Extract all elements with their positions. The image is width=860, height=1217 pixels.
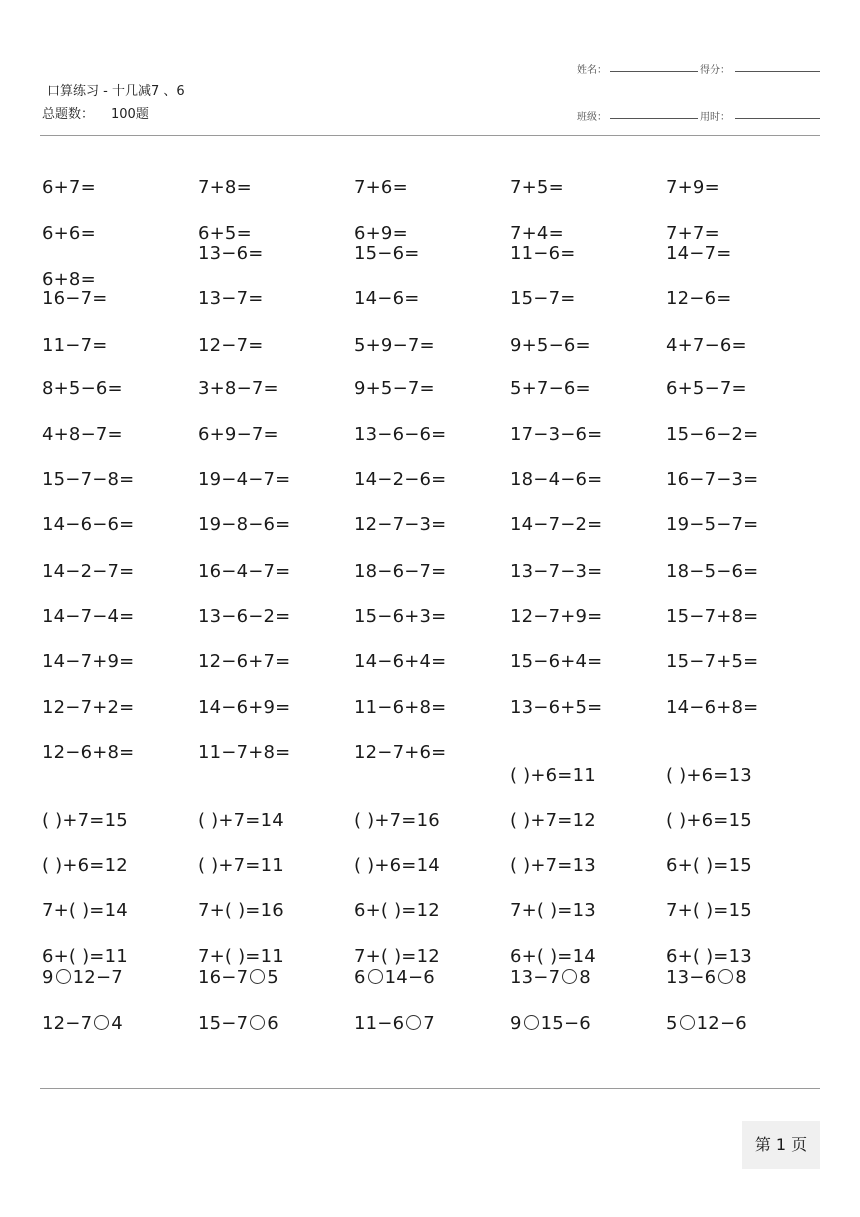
- compare-left: 6: [354, 967, 366, 988]
- problem-r7-c0: 4+8−7=: [42, 424, 123, 445]
- problem-r10-c1: 16−4−7=: [198, 561, 291, 582]
- compare-circle-icon[interactable]: [250, 1015, 265, 1030]
- problem-r1-c3: 7+4=: [510, 223, 564, 244]
- compare-left: 13−6: [666, 967, 717, 988]
- compare-circle-icon[interactable]: [406, 1015, 421, 1030]
- compare-problem-r1-c3: [510, 1013, 591, 1035]
- problem-r12-c2: 14−6+4=: [354, 651, 447, 672]
- problem-r13-c1: 14−6+9=: [198, 697, 291, 718]
- problem-r4-c2: 14−6=: [354, 288, 420, 309]
- worksheet-title: 口算练习 - 十几减7 、6: [47, 84, 185, 99]
- problem-r6-c2: 9+5−7=: [354, 378, 435, 399]
- problem-r16-c0: ( )+7=15: [42, 810, 128, 831]
- time-field[interactable]: [735, 118, 820, 119]
- problem-r15-c3: ( )+6=11: [510, 765, 596, 786]
- score-label: 得分：: [700, 65, 730, 76]
- problem-r7-c4: 15−6−2=: [666, 424, 759, 445]
- problem-r10-c2: 18−6−7=: [354, 561, 447, 582]
- compare-problem-r1-c2: [354, 1013, 435, 1035]
- problem-r19-c2: 7+( )=12: [354, 946, 440, 967]
- problem-r7-c3: 17−3−6=: [510, 424, 603, 445]
- problem-r16-c4: ( )+6=15: [666, 810, 752, 831]
- problem-r14-c1: 11−7+8=: [198, 742, 291, 763]
- problem-r16-c1: ( )+7=14: [198, 810, 284, 831]
- problem-r10-c4: 18−5−6=: [666, 561, 759, 582]
- problem-r3-c0: 6+8=: [42, 269, 96, 290]
- compare-right: 14−6: [384, 967, 435, 988]
- compare-problem-r1-c1: [198, 1013, 279, 1035]
- compare-circle-icon[interactable]: [368, 969, 383, 984]
- problem-r4-c1: 13−7=: [198, 288, 264, 309]
- problem-r12-c0: 14−7+9=: [42, 651, 135, 672]
- compare-circle-icon[interactable]: [718, 969, 733, 984]
- compare-circle-icon[interactable]: [56, 969, 71, 984]
- problem-r18-c0: 7+( )=14: [42, 900, 128, 921]
- problem-r6-c3: 5+7−6=: [510, 378, 591, 399]
- problem-r5-c1: 12−7=: [198, 335, 264, 356]
- problem-r16-c3: ( )+7=12: [510, 810, 596, 831]
- problem-r18-c2: 6+( )=12: [354, 900, 440, 921]
- compare-left: 15−7: [198, 1013, 249, 1034]
- problem-r0-c3: 7+5=: [510, 177, 564, 198]
- problem-r10-c3: 13−7−3=: [510, 561, 603, 582]
- problem-r6-c1: 3+8−7=: [198, 378, 279, 399]
- problem-r14-c0: 12−6+8=: [42, 742, 135, 763]
- name-field[interactable]: [610, 71, 698, 72]
- problem-r8-c2: 14−2−6=: [354, 469, 447, 490]
- problem-r1-c2: 6+9=: [354, 223, 408, 244]
- problem-r17-c2: ( )+6=14: [354, 855, 440, 876]
- compare-circle-icon[interactable]: [94, 1015, 109, 1030]
- footer-divider: [40, 1088, 820, 1089]
- compare-problem-r0-c0: [42, 967, 123, 989]
- total-value: 100题: [111, 107, 149, 122]
- problem-r4-c4: 12−6=: [666, 288, 732, 309]
- compare-right: 12−6: [696, 1013, 747, 1034]
- problem-r4-c3: 15−7=: [510, 288, 576, 309]
- compare-right: 8: [735, 967, 747, 988]
- compare-circle-icon[interactable]: [680, 1015, 695, 1030]
- problem-r1-c1: 6+5=: [198, 223, 252, 244]
- compare-circle-icon[interactable]: [562, 969, 577, 984]
- problem-r8-c0: 15−7−8=: [42, 469, 135, 490]
- name-label: 姓名：: [577, 65, 607, 76]
- compare-problem-r1-c4: [666, 1013, 747, 1035]
- problem-r2-c1: 13−6=: [198, 243, 264, 264]
- problem-r13-c3: 13−6+5=: [510, 697, 603, 718]
- compare-problem-r0-c4: [666, 967, 747, 989]
- problem-r1-c4: 7+7=: [666, 223, 720, 244]
- compare-right: 5: [267, 967, 279, 988]
- problem-r1-c0: 6+6=: [42, 223, 96, 244]
- compare-left: 12−7: [42, 1013, 93, 1034]
- problem-r6-c0: 8+5−6=: [42, 378, 123, 399]
- compare-right: 7: [423, 1013, 435, 1034]
- compare-right: 15−6: [540, 1013, 591, 1034]
- problem-r5-c0: 11−7=: [42, 335, 108, 356]
- problem-r19-c0: 6+( )=11: [42, 946, 128, 967]
- problem-r8-c1: 19−4−7=: [198, 469, 291, 490]
- problem-r18-c4: 7+( )=15: [666, 900, 752, 921]
- compare-right: 8: [579, 967, 591, 988]
- compare-right: 6: [267, 1013, 279, 1034]
- compare-left: 9: [42, 967, 54, 988]
- problem-r12-c3: 15−6+4=: [510, 651, 603, 672]
- problem-r14-c2: 12−7+6=: [354, 742, 447, 763]
- compare-left: 5: [666, 1013, 678, 1034]
- problem-r12-c1: 12−6+7=: [198, 651, 291, 672]
- problem-r16-c2: ( )+7=16: [354, 810, 440, 831]
- page-number: 第 1 页: [742, 1121, 820, 1169]
- problem-r19-c4: 6+( )=13: [666, 946, 752, 967]
- compare-right: 4: [111, 1013, 123, 1034]
- problem-r4-c0: 16−7=: [42, 288, 108, 309]
- problem-r18-c1: 7+( )=16: [198, 900, 284, 921]
- problem-r11-c2: 15−6+3=: [354, 606, 447, 627]
- problem-r2-c4: 14−7=: [666, 243, 732, 264]
- problem-r12-c4: 15−7+5=: [666, 651, 759, 672]
- problem-r17-c0: ( )+6=12: [42, 855, 128, 876]
- time-label: 用时：: [700, 112, 730, 123]
- score-field[interactable]: [735, 71, 820, 72]
- problem-r0-c2: 7+6=: [354, 177, 408, 198]
- problem-r8-c3: 18−4−6=: [510, 469, 603, 490]
- compare-problem-r0-c3: [510, 967, 591, 989]
- problem-r0-c1: 7+8=: [198, 177, 252, 198]
- problem-r13-c4: 14−6+8=: [666, 697, 759, 718]
- problem-r9-c4: 19−5−7=: [666, 514, 759, 535]
- problem-r5-c2: 5+9−7=: [354, 335, 435, 356]
- compare-right: 12−7: [72, 967, 123, 988]
- class-field[interactable]: [610, 118, 698, 119]
- problem-r18-c3: 7+( )=13: [510, 900, 596, 921]
- compare-problem-r0-c2: [354, 967, 435, 989]
- problem-r8-c4: 16−7−3=: [666, 469, 759, 490]
- problem-r19-c3: 6+( )=14: [510, 946, 596, 967]
- compare-problem-r1-c0: [42, 1013, 123, 1035]
- problem-r17-c3: ( )+7=13: [510, 855, 596, 876]
- compare-circle-icon[interactable]: [250, 969, 265, 984]
- problem-r9-c1: 19−8−6=: [198, 514, 291, 535]
- problem-r9-c3: 14−7−2=: [510, 514, 603, 535]
- problem-r6-c4: 6+5−7=: [666, 378, 747, 399]
- problem-r0-c4: 7+9=: [666, 177, 720, 198]
- compare-left: 9: [510, 1013, 522, 1034]
- problem-r11-c1: 13−6−2=: [198, 606, 291, 627]
- problem-r9-c0: 14−6−6=: [42, 514, 135, 535]
- problem-r2-c2: 15−6=: [354, 243, 420, 264]
- compare-left: 16−7: [198, 967, 249, 988]
- header-divider: [40, 135, 820, 136]
- total-label: 总题数：: [42, 107, 95, 122]
- problem-r17-c4: 6+( )=15: [666, 855, 752, 876]
- class-label: 班级：: [577, 112, 607, 123]
- problem-r7-c2: 13−6−6=: [354, 424, 447, 445]
- problem-r0-c0: 6+7=: [42, 177, 96, 198]
- problem-r19-c1: 7+( )=11: [198, 946, 284, 967]
- problem-r13-c2: 11−6+8=: [354, 697, 447, 718]
- problem-r11-c3: 12−7+9=: [510, 606, 603, 627]
- compare-left: 13−7: [510, 967, 561, 988]
- compare-problem-r0-c1: [198, 967, 279, 989]
- problem-r11-c0: 14−7−4=: [42, 606, 135, 627]
- compare-left: 11−6: [354, 1013, 405, 1034]
- problem-r11-c4: 15−7+8=: [666, 606, 759, 627]
- problem-r7-c1: 6+9−7=: [198, 424, 279, 445]
- problem-r15-c4: ( )+6=13: [666, 765, 752, 786]
- problem-r17-c1: ( )+7=11: [198, 855, 284, 876]
- problem-r5-c3: 9+5−6=: [510, 335, 591, 356]
- problem-r9-c2: 12−7−3=: [354, 514, 447, 535]
- problem-r13-c0: 12−7+2=: [42, 697, 135, 718]
- problem-r10-c0: 14−2−7=: [42, 561, 135, 582]
- problem-r5-c4: 4+7−6=: [666, 335, 747, 356]
- problem-r2-c3: 11−6=: [510, 243, 576, 264]
- compare-circle-icon[interactable]: [524, 1015, 539, 1030]
